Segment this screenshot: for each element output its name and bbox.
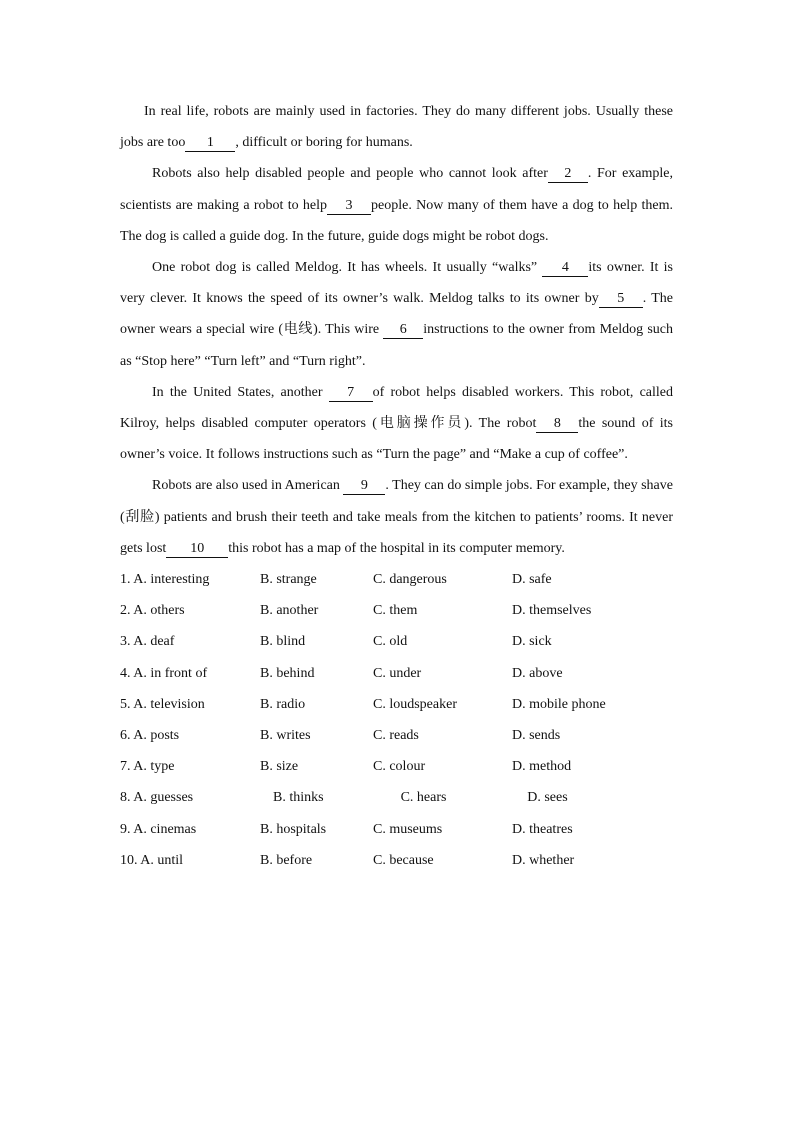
question-4-options [120,658,673,689]
option-b: B. behind [260,665,315,681]
option-d: D. theatres [512,821,573,837]
option-c: C. because [373,852,434,868]
blank-10: 10 [166,541,228,558]
text: In real life, robots are mainly used in factories. They do many different jobs. Usually these jobs are too [120,104,673,151]
text: , difficult or boring for humans. [235,135,413,151]
option-b: B. another [260,603,319,619]
text: of robot helps disabled workers. This robot, called Kilroy, helps disabled computer operators (电脑操作员). The robot [120,384,673,432]
blank-8: 8 [536,416,578,433]
option-a: 8. A. guesses [120,790,194,806]
option-b: B. writes [260,727,311,743]
paragraph-3 [120,252,673,377]
option-c: C. old [373,634,408,650]
text: this robot has a map of the hospital in its computer memory. [228,540,565,556]
paragraph-2 [120,158,673,252]
blank-3: 3 [327,198,371,215]
option-b: B. before [260,852,313,868]
option-b: B. blind [260,634,306,650]
paragraph-4 [120,377,673,471]
text: the sound of its owner’s voice. It follows instructions such as “Turn the page” and “Make a cup of coffee”. [120,416,673,463]
option-c: C. colour [373,759,426,775]
document-page [120,96,673,876]
question-8-options [120,782,673,813]
option-d: D. sick [512,634,552,650]
blank-9: 9 [343,478,385,495]
question-5-options [120,689,673,720]
option-d: D. mobile phone [512,696,606,712]
question-1-options [120,564,673,595]
text: . For example, scientists are making a robot to help [120,166,673,213]
question-9-options [120,814,673,845]
option-b: B. hospitals [260,821,327,837]
option-d: D. whether [512,852,575,868]
text: One robot dog is called Meldog. It has wheels. It usually “walks” [152,260,543,276]
text: . The owner wears a special wire (电线). This wire [120,291,673,338]
question-2-options [120,595,673,626]
option-a: 10. A. until [120,852,184,868]
text: Robots also help disabled people and people who cannot look after [152,166,548,182]
option-a: 1. A. interesting [120,572,210,588]
option-a: 3. A. deaf [120,634,175,650]
option-d: D. above [512,665,563,681]
option-c: C. museums [373,821,443,837]
blank-7: 7 [329,385,373,402]
text: people. Now many of them have a dog to help them. The dog is called a guide dog. In the future, guide dogs might be robot dogs. [120,197,673,244]
option-b: B. thinks [273,790,324,806]
question-7-options [120,751,673,782]
options-list [120,564,673,876]
question-3-options [120,626,673,657]
blank-4: 4 [542,260,588,277]
text: . They can do simple jobs. For example, they shave (刮脸) patients and brush their teeth and take meals from the kitchen to patients’ rooms. It never gets lost [120,478,673,556]
option-b: B. radio [260,696,306,712]
option-c: C. hears [400,790,447,806]
option-d: D. sends [512,727,561,743]
option-c: C. them [373,603,418,619]
option-c: C. under [373,665,422,681]
question-6-options [120,720,673,751]
text: In the United States, another [152,384,329,400]
option-d: D. sees [527,790,568,806]
text: Robots are also used in American [152,478,344,494]
option-a: 5. A. television [120,696,205,712]
text: instructions to the owner from Meldog such as “Stop here” “Turn left” and “Turn right”. [120,322,673,369]
option-a: 2. A. others [120,603,185,619]
option-c: C. dangerous [373,572,447,588]
blank-1: 1 [185,135,235,152]
option-a: 9. A. cinemas [120,821,197,837]
option-d: D. method [512,759,572,775]
option-a: 7. A. type [120,759,175,775]
option-a: 6. A. posts [120,727,180,743]
option-d: D. safe [512,572,552,588]
option-b: B. strange [260,572,317,588]
paragraph-1 [120,96,673,158]
option-b: B. size [260,759,299,775]
option-d: D. themselves [512,603,592,619]
blank-6: 6 [383,322,423,339]
option-c: C. reads [373,727,419,743]
option-a: 4. A. in front of [120,665,208,681]
paragraph-5 [120,470,673,564]
text: its owner. It is very clever. It knows the speed of its owner’s walk. Meldog talks to its owner by [120,260,673,307]
blank-5: 5 [599,291,643,308]
question-10-options [120,845,673,876]
option-c: C. loudspeaker [373,696,457,712]
blank-2: 2 [548,166,588,183]
